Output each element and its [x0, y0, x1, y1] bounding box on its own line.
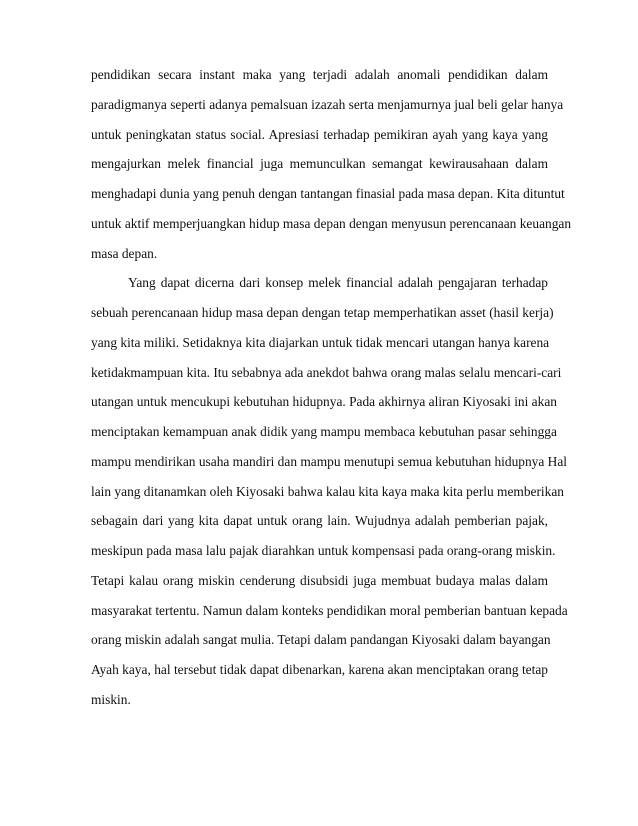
text-line: mengajurkan melek financial juga memunculkan semangat kewirausahaan dalam — [91, 156, 548, 172]
text-line: utangan untuk mencukupi kebutuhan hidupnya. Pada akhirnya aliran Kiyosaki ini akan — [91, 394, 557, 410]
text-line: menciptakan kemampuan anak didik yang mampu membaca kebutuhan pasar sehingga — [91, 424, 557, 439]
text-line: yang kita miliki. Setidaknya kita diajarkan untuk tidak mencari utangan hanya karena — [91, 334, 550, 350]
paragraph-2 — [91, 274, 568, 720]
text-line: paradigmanya seperti adanya pemalsuan izazah serta menjamurnya jual beli gelar hanya — [91, 96, 564, 112]
text-line: Ayah kaya, hal tersebut tidak dapat dibenarkan, karena akan menciptakan orang tetap — [91, 662, 548, 677]
text-line: sebuah perencanaan hidup masa depan dengan tetap memperhatikan asset (hasil kerja) — [91, 305, 554, 320]
text-line: miskin. — [91, 691, 131, 707]
text-line: Tetapi kalau orang miskin cenderung disubsidi juga membuat budaya malas dalam — [91, 572, 548, 588]
text-line: menghadapi dunia yang penuh dengan tantangan finasial pada masa depan. Kita dituntut — [91, 186, 565, 201]
paragraph-1 — [91, 66, 572, 274]
text-line: masa depan. — [91, 245, 158, 261]
text-line: masyarakat tertentu. Namun dalam konteks pendidikan moral pemberian bantuan kepada — [91, 602, 568, 618]
text-line: untuk peningkatan status social. Apresiasi terhadap pemikiran ayah yang kaya yang — [91, 126, 548, 142]
text-line: orang miskin adalah sangat mulia. Tetapi dalam pandangan Kiyosaki dalam bayangan — [91, 632, 551, 648]
text-line: meskipun pada masa lalu pajak diarahkan untuk kompensasi pada orang-orang miskin. — [91, 543, 556, 558]
text-line: sebagain dari yang kita dapat untuk orang lain. Wujudnya adalah pemberian pajak, — [91, 513, 548, 529]
text-line: untuk aktif memperjuangkan hidup masa depan dengan menyusun perencanaan keuangan — [91, 215, 572, 231]
text-line: ketidakmampuan kita. Itu sebabnya ada anekdot bahwa orang malas selalu mencari-cari — [91, 364, 562, 380]
text-line: Yang dapat dicerna dari konsep melek financial adalah pengajaran terhadap — [128, 275, 548, 291]
text-line: pendidikan secara instant maka yang terjadi adalah anomali pendidikan dalam — [91, 67, 548, 82]
body-text — [91, 66, 572, 721]
text-line: mampu mendirikan usaha mandiri dan mampu menutupi semua kebutuhan hidupnya Hal — [91, 453, 568, 469]
text-line: lain yang ditanamkan oleh Kiyosaki bahwa kalau kita kaya maka kita perlu memberikan — [91, 483, 564, 499]
